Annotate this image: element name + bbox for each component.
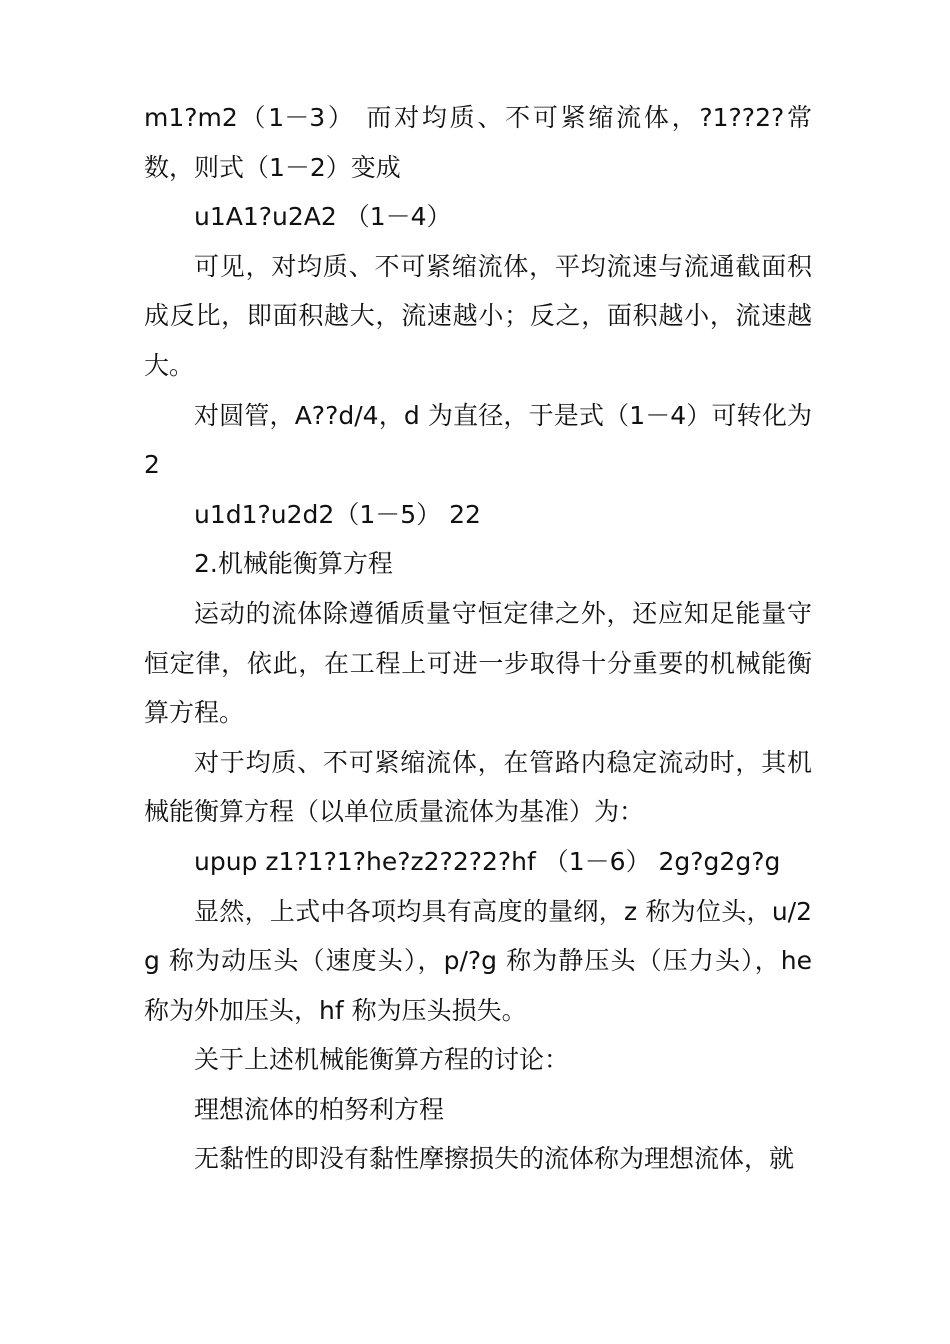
paragraph-ideal-fluid: 无黏性的即没有黏性摩擦损失的流体称为理想流体，就 [194, 1144, 795, 1174]
paragraph-head-terms: 显然，上式中各项均具有高度的量纲，z 称为位头，u/2g 称为动压头（速度头），p/?g 称为静压头（压力头），he 称为外加压头，hf 称为压头损失。 [144, 896, 812, 1025]
paragraph-equation-1-6: upup z1?1?1?he?z2?2?2?hf （1－6） 2g?g2g?g [194, 846, 781, 876]
paragraph-energy-conservation: 运动的流体除遵循质量守恒定律之外，还应知足能量守恒定律，依此，在工程上可进一步取得十分重要的机械能衡算方程。 [144, 598, 812, 728]
paragraph-continuity-equation: m1?m2（1－3） 而对均质、不可紧缩流体，?1??2?常数，则式（1－2）变成 [144, 103, 812, 182]
paragraph-balance-intro: 对于均质、不可紧缩流体，在管路内稳定流动时，其机械能衡算方程（以单位质量流体为基准）为： [144, 747, 812, 827]
paragraph-velocity-area: 可见，对均质、不可紧缩流体，平均流速与流通截面积成反比，即面积越大，流速越小；反之，面积越小，流速越大。 [144, 251, 812, 380]
document-body [144, 93, 812, 1184]
paragraph-discussion: 关于上述机械能衡算方程的讨论： [194, 1045, 570, 1075]
paragraph-equation-1-4: u1A1?u2A2 （1－4） [194, 202, 452, 232]
paragraph-circular-pipe: 对圆管，A??d/4，d 为直径，于是式（1－4）可转化为 2 [144, 400, 812, 480]
section-heading-mechanical-energy: 2.机械能衡算方程 [194, 549, 393, 579]
subheading-bernoulli: 理想流体的柏努利方程 [194, 1094, 445, 1124]
paragraph-equation-1-5: u1d1?u2d2（1－5） 22 [194, 499, 481, 529]
